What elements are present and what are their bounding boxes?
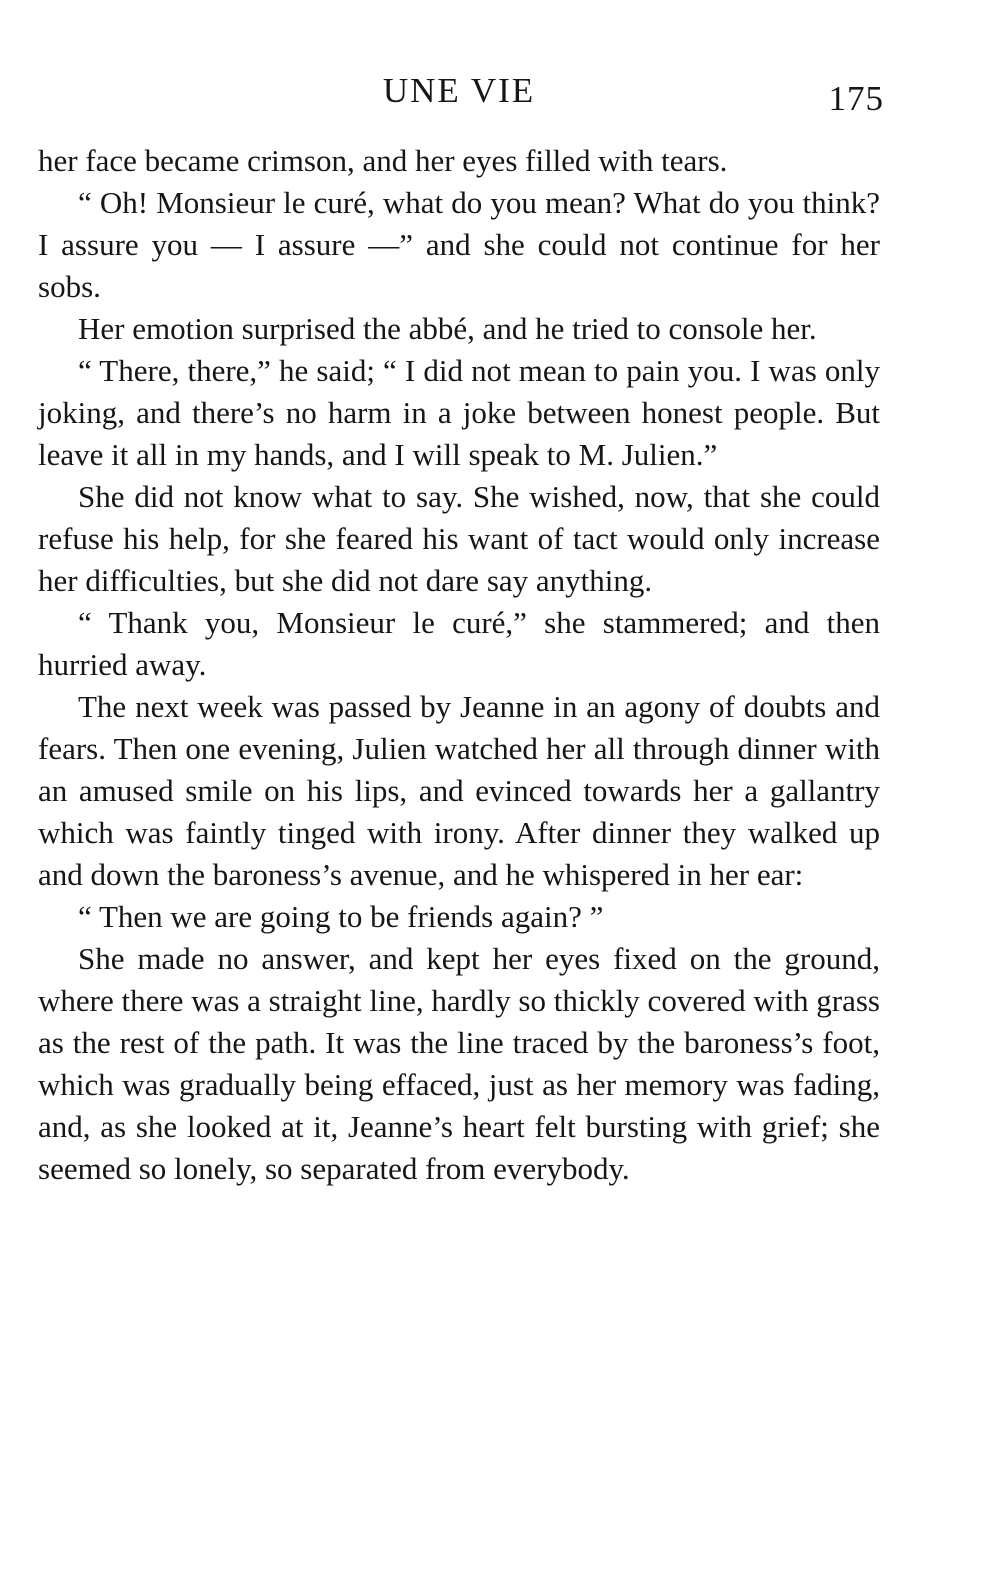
- paragraph: She made no answer, and kept her eyes fixed on the ground, where there was a straight line, hardly so thickly covered with grass as the rest of the path. It was the line traced by the baroness’s foot, which was gradually being effaced, just as her memory was fading, and, as she looked at it, Jeanne’s heart felt bursting with grief; she seemed so lonely, so separated from everybody.: [38, 941, 880, 1186]
- paragraph: “ Then we are going to be friends again? ”: [78, 899, 604, 934]
- running-title: UNE VIE: [382, 71, 536, 110]
- page-body: [38, 140, 880, 1190]
- paragraph: She did not know what to say. She wished, now, that she could refuse his help, for she feared his want of tact would only increase her difficulties, but she did not dare say anything.: [38, 479, 880, 598]
- running-head: [38, 66, 884, 118]
- paragraph: “ There, there,” he said; “ I did not mean to pain you. I was only joking, and there’s no harm in a joke between honest people. But leave it all in my hands, and I will speak to M. Julien.”: [38, 353, 880, 472]
- paragraph: Her emotion surprised the abbé, and he tried to console her.: [78, 311, 817, 346]
- page-number: 175: [828, 79, 884, 118]
- paragraph: “ Oh! Monsieur le curé, what do you mean? What do you think? I assure you — I assure —” and she could not continue for her sobs.: [38, 185, 880, 304]
- paragraph: “ Thank you, Monsieur le curé,” she stammered; and then hurried away.: [38, 605, 880, 682]
- paragraph-continuation: her face became crimson, and her eyes filled with tears.: [38, 143, 728, 178]
- paragraph: The next week was passed by Jeanne in an agony of doubts and fears. Then one evening, Julien watched her all through dinner with an amused smile on his lips, and evinced towards her a gallantry which was faintly tinged with irony. After dinner they walked up and down the baroness’s avenue, and he whispered in her ear:: [38, 689, 880, 892]
